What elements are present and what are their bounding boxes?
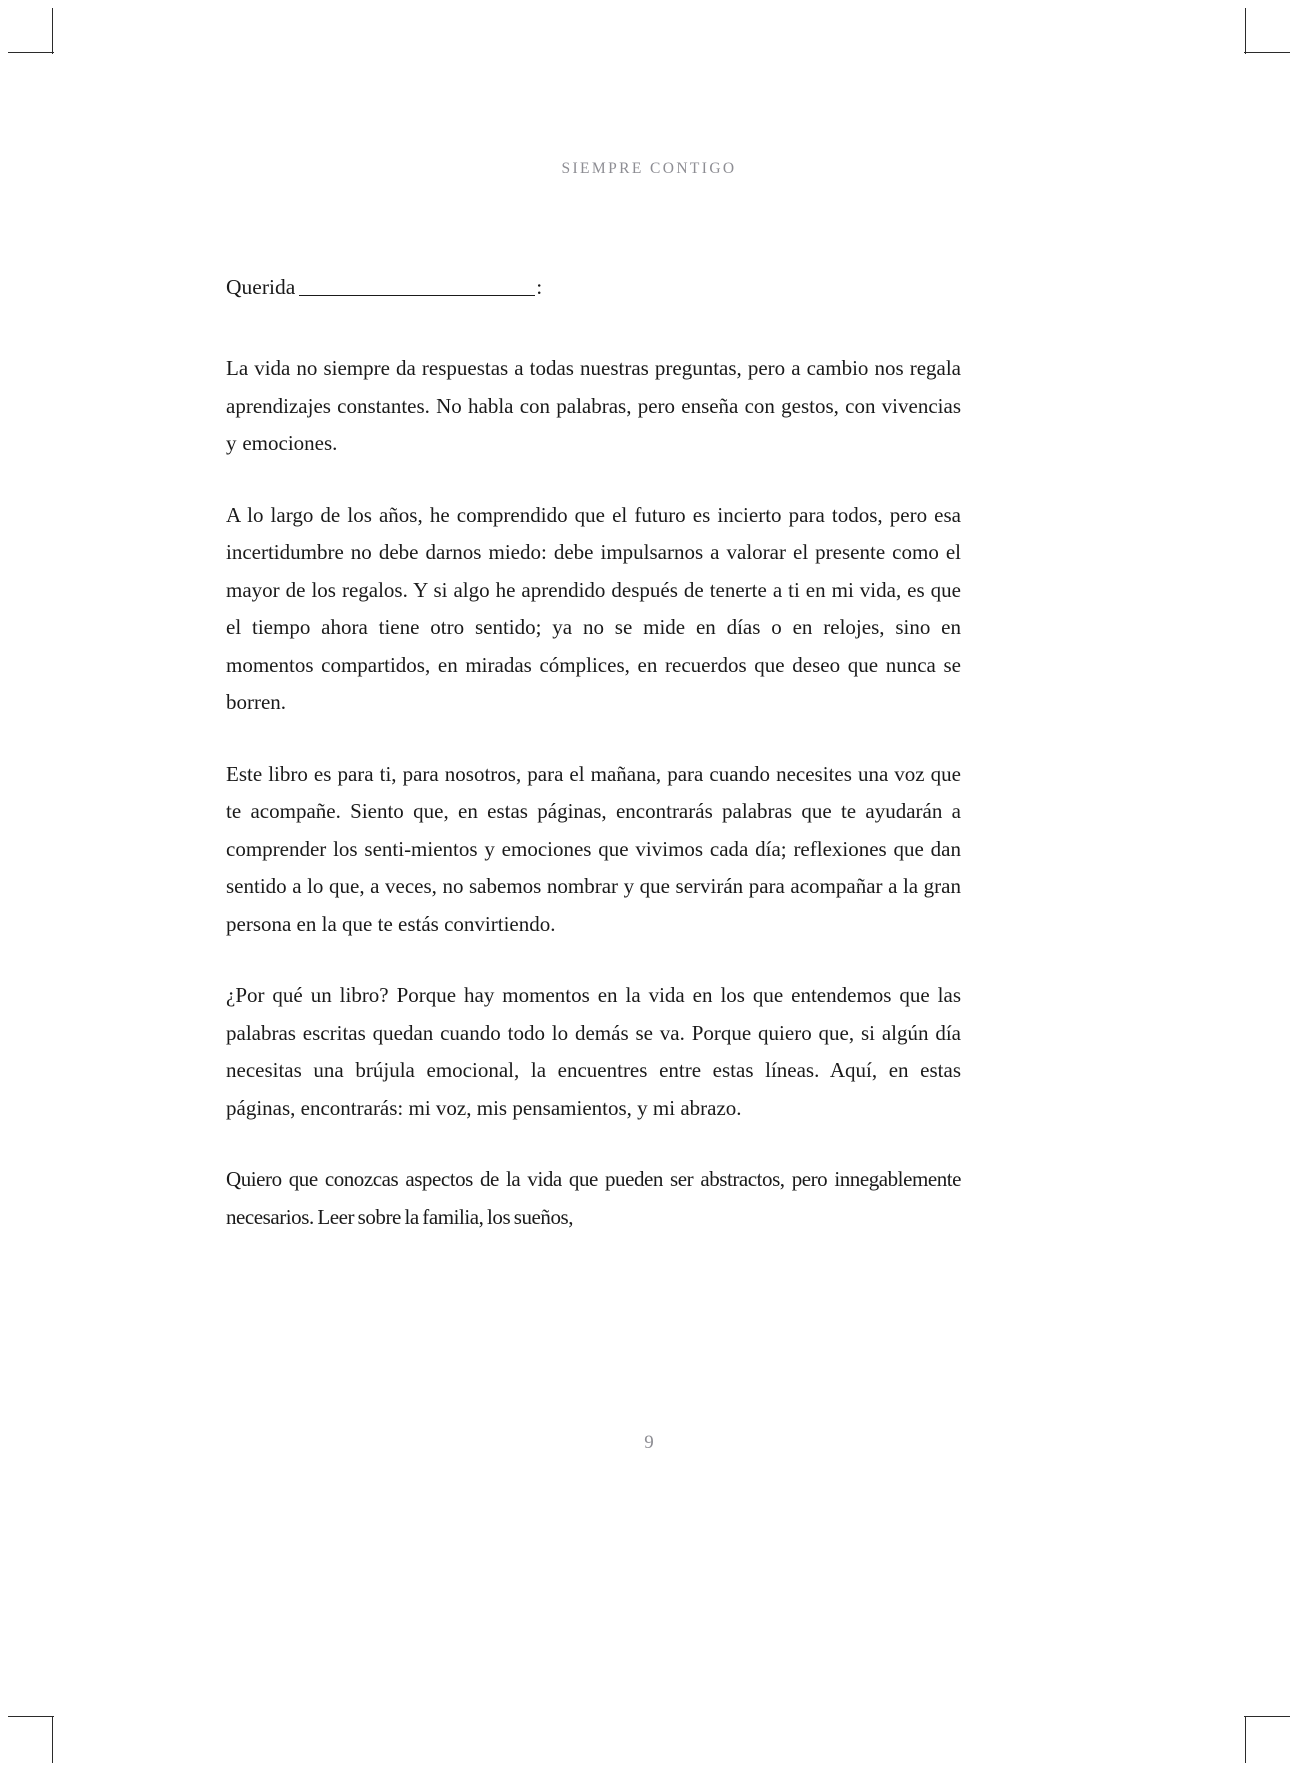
salutation-colon: :	[536, 275, 543, 299]
crop-mark-bottom-left-horizontal	[8, 1716, 54, 1717]
paragraph-2: A lo largo de los años, he comprendido que el futuro es incierto para todos, pero esa incertidumbre no debe darnos miedo: debe impulsarnos a valorar el presente como el mayor de los regalos. Y si algo he aprendido después de tenerte a ti en mi vida, es que el tiempo ahora tiene otro sentido; ya no se mide en días o en relojes, sino en momentos compartidos, en miradas cómplices, en recuerdos que deseo que nunca se borren.	[226, 502, 961, 715]
salutation-line	[226, 272, 961, 302]
paragraph-4: ¿Por qué un libro? Porque hay momentos en la vida en los que entendemos que las palabras escritas quedan cuando todo lo demás se va. Porque quiero que, si algún día necesitas una brújula emocional, la encuentres entre estas líneas. Aquí, en estas páginas, encontrarás: mi voz, mis pensamientos, y mi abrazo.	[226, 983, 961, 1120]
crop-mark-top-right-horizontal	[1244, 52, 1290, 53]
letter-body	[226, 272, 961, 1236]
running-head: SIEMPRE CONTIGO	[561, 160, 737, 177]
paragraph-3: Este libro es para ti, para nosotros, para el mañana, para cuando necesites una voz que te acompañe. Siento que, en estas páginas, encontrarás palabras que te ayudarán a comprender los senti-mientos y emociones que vivimos cada día; reflexiones que dan sentido a lo que, a veces, no sabemos nombrar y que servirán para acompañar a la gran persona en la que te estás convirtiendo.	[226, 761, 961, 936]
crop-mark-bottom-right-horizontal	[1244, 1716, 1290, 1717]
paragraph-5: Quiero que conozcas aspectos de la vida que pueden ser abstractos, pero innegablemente necesarios. Leer sobre la familia, los sueños,	[226, 1167, 961, 1229]
crop-mark-bottom-right-vertical	[1245, 1717, 1246, 1763]
crop-mark-top-left-vertical	[52, 8, 53, 54]
crop-mark-top-left-horizontal	[8, 52, 54, 53]
recipient-name-blank[interactable]	[299, 295, 535, 296]
salutation-greeting: Querida	[226, 275, 296, 299]
crop-mark-bottom-left-vertical	[52, 1717, 53, 1763]
crop-mark-top-right-vertical	[1245, 8, 1246, 54]
paragraph-1: La vida no siempre da respuestas a todas nuestras preguntas, pero a cambio nos regala aprendizajes constantes. No habla con palabras, pero enseña con gestos, con vivencias y emociones.	[226, 356, 961, 456]
page-number: 9	[644, 1432, 654, 1453]
